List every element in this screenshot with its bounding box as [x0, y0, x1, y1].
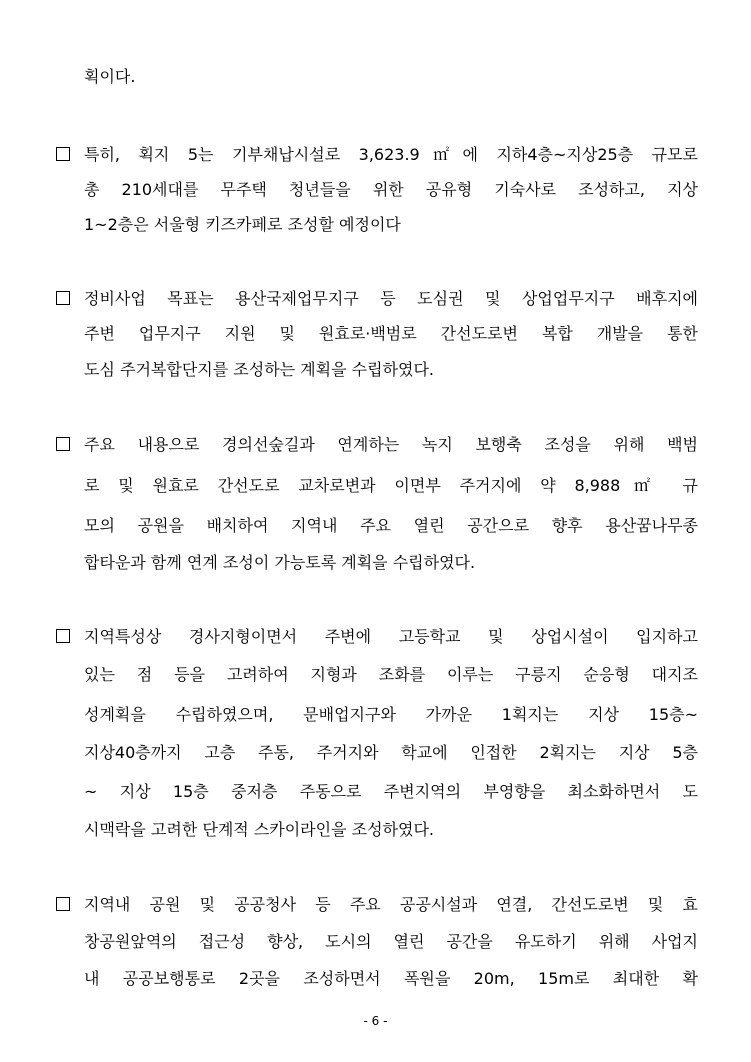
text-line: 주요 내용으로 경의선숲길과 연계하는 녹지 보행축 조성을 위해 백범: [84, 435, 698, 454]
text-line: 모의 공원을 배치하여 지역내 주요 열린 공간으로 향후 용산꿈나무종: [84, 516, 698, 535]
bullet-paragraph-3-line-3: [84, 516, 698, 536]
bullet-paragraph-4-line-5: [84, 782, 698, 802]
bullet-paragraph-4-line-4: [84, 743, 698, 763]
text-line: 지역내 공원 및 공공청사 등 주요 공공시설과 연결, 간선도로변 및 효: [84, 895, 698, 914]
text-line: 주변 업무지구 지원 및 원효로·백범로 간선도로변 복합 개발을 통한: [84, 324, 698, 343]
bullet-paragraph-5-line-3: [84, 969, 698, 989]
bullet-paragraph-1-line-2: [84, 180, 698, 200]
checkbox-bullet-icon: [56, 629, 70, 643]
bullet-paragraph-3-line-1: [56, 435, 698, 455]
bullet-paragraph-3-line-2: [84, 476, 698, 496]
paragraph-continuation: [84, 67, 698, 87]
checkbox-bullet-icon: [56, 291, 70, 305]
text-line: 창공원앞역의 접근성 향상, 도시의 열린 공간을 유도하기 위해 사업지: [84, 932, 698, 951]
page-number: - 6 -: [363, 1014, 388, 1028]
text-line: 획이다.: [84, 67, 136, 86]
checkbox-bullet-icon: [56, 147, 70, 161]
text-line: 특히, 획지 5는 기부채납시설로 3,623.9㎡에 지하4층~지상25층 규모로: [84, 145, 698, 164]
bullet-paragraph-5-line-2: [84, 932, 698, 952]
checkbox-bullet-icon: [56, 897, 70, 911]
bullet-paragraph-4-line-2: [84, 665, 698, 685]
bullet-paragraph-2-line-2: [84, 324, 698, 344]
text-line: 총 210세대를 무주택 청년들을 위한 공유형 기숙사로 조성하고, 지상: [84, 180, 698, 199]
text-line: 지상40층까지 고층 주동, 주거지와 학교에 인접한 2획지는 지상 5층: [84, 743, 698, 762]
bullet-paragraph-5-line-1: [56, 895, 698, 915]
text-line: 도심 주거복합단지를 조성하는 계획을 수립하였다.: [84, 360, 435, 379]
text-line: ~ 지상 15층 중저층 주동으로 주변지역의 부영향을 최소화하면서 도: [84, 782, 698, 801]
bullet-paragraph-3-line-4: [84, 553, 698, 573]
bullet-paragraph-4-line-3: [84, 705, 698, 725]
text-line: 시맥락을 고려한 단계적 스카이라인을 조성하였다.: [84, 820, 435, 839]
text-line: 1~2층은 서울형 키즈카페로 조성할 예정이다: [84, 215, 401, 234]
bullet-paragraph-4-line-6: [84, 820, 698, 840]
text-line: 정비사업 목표는 용산국제업무지구 등 도심권 및 상업업무지구 배후지에: [84, 289, 698, 308]
bullet-paragraph-1-line-3: [84, 215, 698, 235]
bullet-paragraph-2-line-1: [56, 289, 698, 309]
text-line: 로 및 원효로 간선도로 교차로변과 이면부 주거지에 약 8,988㎡ 규: [84, 476, 698, 495]
text-line: 있는 점 등을 고려하여 지형과 조화를 이루는 구릉지 순응형 대지조: [84, 665, 698, 684]
checkbox-bullet-icon: [56, 437, 70, 451]
bullet-paragraph-1-line-1: [56, 145, 698, 165]
bullet-paragraph-4-line-1: [56, 627, 698, 647]
text-line: 지역특성상 경사지형이면서 주변에 고등학교 및 상업시설이 입지하고: [84, 627, 698, 646]
text-line: 성계획을 수립하였으며, 문배업지구와 가까운 1획지는 지상 15층~: [84, 705, 698, 724]
text-line: 내 공공보행통로 2곳을 조성하면서 폭원을 20m, 15m로 최대한 확: [84, 969, 698, 988]
bullet-paragraph-2-line-3: [84, 360, 698, 380]
text-line: 합타운과 함께 연계 조성이 가능토록 계획을 수립하였다.: [84, 553, 476, 572]
